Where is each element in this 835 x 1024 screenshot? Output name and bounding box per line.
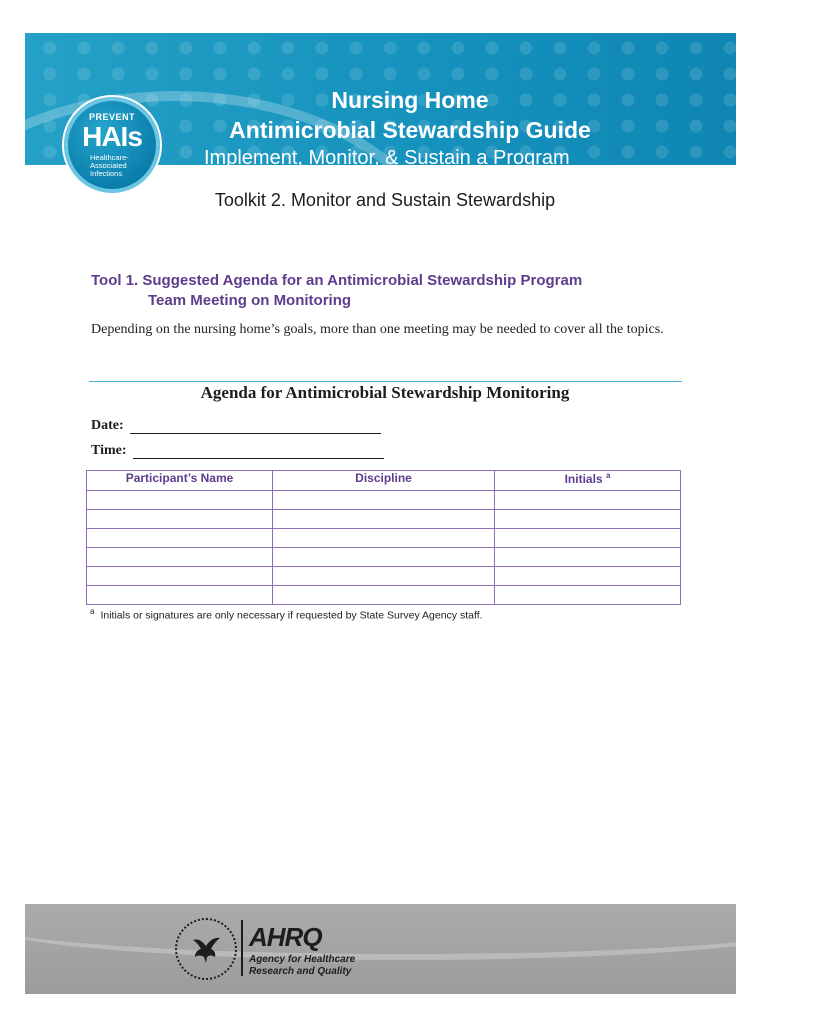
ahrq-name-line2: Research and Quality: [249, 966, 352, 977]
column-header-initials: [495, 471, 681, 491]
table-cell[interactable]: [495, 586, 681, 605]
eagle-icon: [187, 930, 225, 968]
ahrq-logo: AHRQ: [249, 922, 322, 952]
table-row: [87, 586, 681, 605]
table-row: [87, 567, 681, 586]
date-label: Date:: [91, 418, 124, 433]
participants-table: [86, 470, 681, 605]
logo-hais-text: HAIs: [82, 121, 142, 152]
tool-heading-line2: Team Meeting on Monitoring: [148, 292, 352, 309]
time-blank-line[interactable]: [133, 446, 384, 459]
table-cell[interactable]: [87, 491, 273, 510]
initials-label: Initials: [564, 472, 603, 486]
toolkit-title: Toolkit 2. Monitor and Sustain Stewardship: [214, 190, 556, 210]
table-cell[interactable]: [273, 491, 495, 510]
footnote-marker: a: [90, 607, 95, 616]
table-cell[interactable]: [495, 567, 681, 586]
table-header-row: [87, 471, 681, 491]
table-cell[interactable]: [495, 529, 681, 548]
date-field: [91, 418, 381, 434]
guide-title-line1: Nursing Home: [331, 87, 489, 113]
time-field: [91, 443, 384, 459]
table-cell[interactable]: [87, 567, 273, 586]
guide-subtitle: Implement, Monitor, & Sustain a Program: [204, 147, 570, 169]
time-label: Time:: [91, 443, 127, 458]
ahrq-name-line1: Agency for Healthcare: [249, 954, 356, 965]
guide-title-line2: Antimicrobial Stewardship Guide: [229, 117, 591, 143]
table-cell[interactable]: [273, 586, 495, 605]
table-cell[interactable]: [495, 548, 681, 567]
tool-heading: [91, 271, 582, 311]
initials-footnote-ref: a: [605, 471, 611, 480]
footnote-text: Initials or signatures are only necessary if requested by State Survey Agency staff.: [100, 609, 483, 622]
table-cell[interactable]: [495, 510, 681, 529]
table-row: [87, 529, 681, 548]
section-divider: [89, 381, 682, 382]
intro-paragraph: Depending on the nursing home’s goals, more than one meeting may be needed to cover all the topics.: [91, 322, 664, 337]
prevent-hais-logo: [64, 97, 160, 193]
date-blank-line[interactable]: [130, 421, 381, 434]
column-header-discipline: Discipline: [273, 471, 495, 491]
table-cell[interactable]: [495, 491, 681, 510]
table-cell[interactable]: [273, 529, 495, 548]
table-footnote: [90, 607, 483, 622]
footer-banner: [25, 904, 736, 994]
table-cell[interactable]: [87, 586, 273, 605]
table-cell[interactable]: [273, 567, 495, 586]
table-cell[interactable]: [87, 548, 273, 567]
table-row: [87, 491, 681, 510]
table-cell[interactable]: [87, 510, 273, 529]
table-cell[interactable]: [273, 548, 495, 567]
column-header-participant-name: Participant’s Name: [87, 471, 273, 491]
header-banner: [25, 33, 736, 178]
footer-decoration: [0, 884, 835, 960]
footer-divider: [241, 920, 243, 976]
table-cell[interactable]: [273, 510, 495, 529]
table-cell[interactable]: [87, 529, 273, 548]
agenda-title: Agenda for Antimicrobial Stewardship Monitoring: [200, 383, 570, 402]
table-row: [87, 510, 681, 529]
logo-prevent-text: PREVENT: [88, 112, 135, 122]
hhs-seal-icon: [175, 918, 237, 980]
logo-subtitle: Healthcare- Associated Infections: [90, 153, 129, 178]
tool-heading-line1: Tool 1. Suggested Agenda for an Antimicrobial Stewardship Program: [91, 272, 583, 289]
table-row: [87, 548, 681, 567]
